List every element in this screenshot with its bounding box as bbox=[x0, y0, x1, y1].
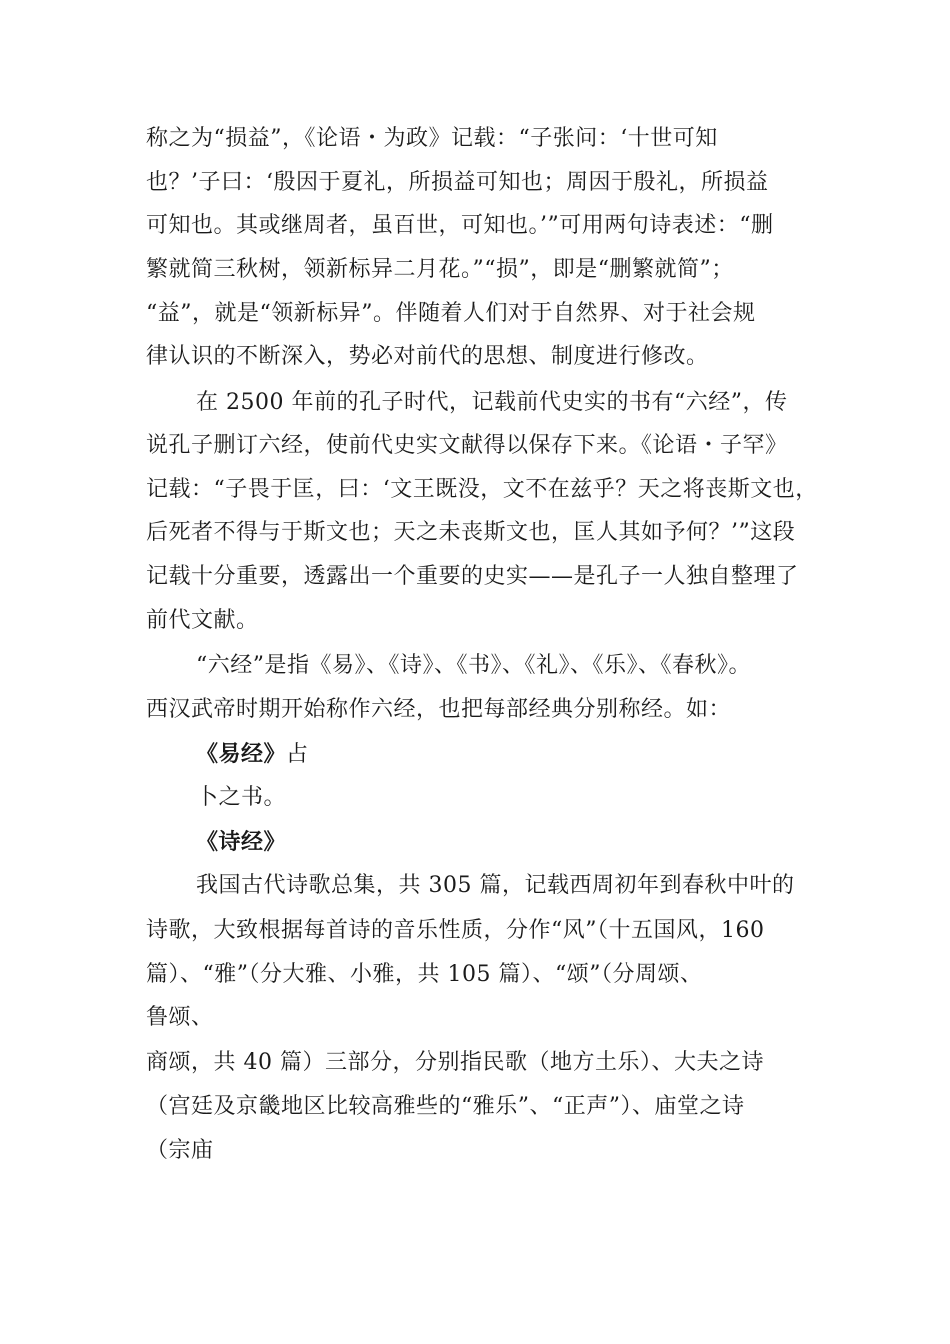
text-line: “六经”是指《易》、《诗》、《书》、《礼》、《乐》、《春秋》。 bbox=[196, 653, 751, 678]
text-line: 记载：“子畏于匡，曰：‘文王既没，文不在兹乎？天之将丧斯文也， bbox=[146, 477, 818, 502]
text-line: 在 2500 年前的孔子时代，记载前代史实的书有“六经”，传 bbox=[196, 390, 788, 415]
text-fragment: 占 bbox=[286, 742, 309, 767]
text-line: （宫廷及京畿地区比较高雅些的“雅乐”、“正声”）、庙堂之诗 bbox=[146, 1094, 745, 1119]
text-line: 后死者不得与于斯文也；天之未丧斯文也，匡人其如予何？’”这段 bbox=[146, 520, 796, 545]
text-line: 律认识的不断深入，势必对前代的思想、制度进行修改。 bbox=[146, 344, 709, 369]
text-line: 篇）、“雅”（分大雅、小雅，共 105 篇）、“颂”（分周颂、 bbox=[146, 962, 703, 987]
text-line: 西汉武帝时期开始称作六经，也把每部经典分别称经。如： bbox=[146, 697, 732, 722]
text-line: 卜之书。 bbox=[196, 785, 287, 810]
text-line: 称之为“损益”，《论语・为政》记载：“子张问：‘十世可知 bbox=[146, 126, 718, 151]
text-line: 可知也。其或继周者，虽百世，可知也。’”可用两句诗表述：“删 bbox=[146, 213, 774, 238]
text-line: 商颂，共 40 篇）三部分，分别指民歌（地方土乐）、大夫之诗 bbox=[146, 1050, 764, 1075]
text-line: 前代文献。 bbox=[146, 608, 259, 633]
text-line: （宗庙 bbox=[146, 1138, 214, 1163]
text-line: 说孔子删订六经，使前代史实文献得以保存下来。《论语・子罕》 bbox=[146, 433, 788, 458]
text-line: 记载十分重要，透露出一个重要的史实——是孔子一人独自整理了 bbox=[146, 564, 799, 589]
heading-yijing-line bbox=[196, 739, 309, 769]
text-line: 我国古代诗歌总集，共 305 篇，记载西周初年到春秋中叶的 bbox=[196, 873, 795, 898]
text-line: 繁就简三秋树，领新标异二月花。”“损”，即是“删繁就简”； bbox=[146, 257, 734, 282]
text-line: “益”，就是“领新标异”。伴随着人们对于自然界、对于社会规 bbox=[146, 301, 756, 326]
heading-yijing: 《易经》 bbox=[196, 741, 287, 767]
text-line: 鲁颂、 bbox=[146, 1005, 214, 1030]
heading-shijing: 《诗经》 bbox=[196, 829, 287, 855]
text-line: 也？’子曰：‘殷因于夏礼，所损益可知也；周因于殷礼，所损益 bbox=[146, 170, 769, 195]
text-line: 诗歌，大致根据每首诗的音乐性质，分作“风”（十五国风，160 bbox=[146, 918, 765, 943]
